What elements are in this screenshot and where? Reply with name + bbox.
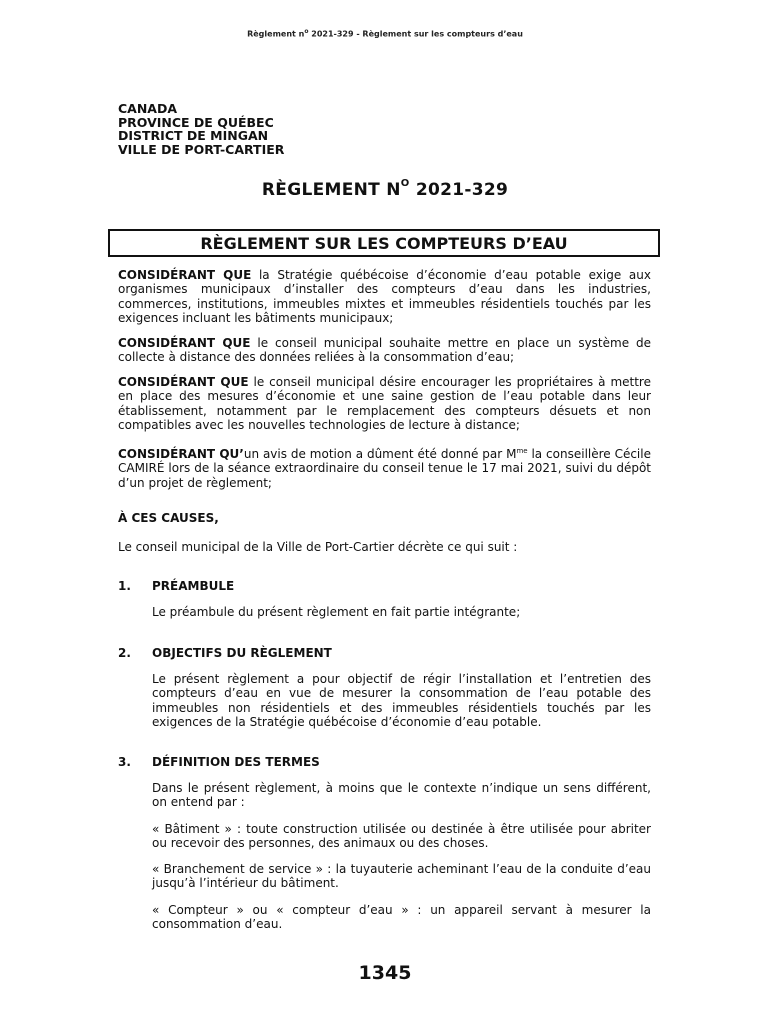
considerant-paragraph: CONSIDÉRANT QU’un avis de motion a dûment été donné par $M^{me}$ la conseillère Cécile CAMIRÉ lors de la séance extraordinaire du conseil tenue le 17 mai 2021, suivi du dépôt d’un projet de règlement; <box>118 447 651 490</box>
section-text: Dans le présent règlement, à moins que le contexte n’indique un sens différent, on entend par : <box>152 781 651 810</box>
section-number: 3. <box>118 755 131 769</box>
causes-text: Le conseil municipal de la Ville de Port-Cartier décrète ce qui suit : <box>118 540 518 554</box>
jurisdiction-line: VILLE DE PORT-CARTIER <box>118 141 285 157</box>
jurisdiction-line: CANADA <box>118 101 178 116</box>
jurisdiction-line: PROVINCE DE QUÉBEC <box>118 114 274 130</box>
running-header: Règlement $n^o$ 2021-329 - Règlement sur les compteurs d’eau <box>247 28 523 39</box>
section-number: 2. <box>118 646 131 660</box>
regulation-title: RÈGLEMENT SUR LES COMPTEURS D’EAU <box>108 229 660 257</box>
jurisdiction-block <box>118 102 284 156</box>
section-title: DÉFINITION DES TERMES <box>152 755 320 769</box>
considerant-paragraph: CONSIDÉRANT QUE le conseil municipal souhaite mettre en place un système de collecte à distance des données reliées à la consommation d’eau; <box>118 336 651 365</box>
definition-item: « Bâtiment » : toute construction utilisée ou destinée à être utilisée pour abriter ou recevoir des personnes, des animaux ou des choses. <box>152 822 651 851</box>
causes-heading: À CES CAUSES, <box>118 511 219 525</box>
page-number: 1345 <box>358 962 412 984</box>
regulation-number: RÈGLEMENT $N^O$ 2021-329 <box>261 178 509 200</box>
section-title: OBJECTIFS DU RÈGLEMENT <box>152 646 332 660</box>
considerant-paragraph: CONSIDÉRANT QUE la Stratégie québécoise d’économie d’eau potable exige aux organismes municipaux d’installer des compteurs d’eau dans les industries, commerces, institutions, immeubles mixtes et immeubles résidentiels touchés par les exigences incluant les bâtiments municipaux; <box>118 268 651 325</box>
section-number: 1. <box>118 579 131 593</box>
jurisdiction-line: DISTRICT DE MINGAN <box>118 128 269 143</box>
definition-item: « Branchement de service » : la tuyauterie acheminant l’eau de la conduite d’eau jusqu’à l’intérieur du bâtiment. <box>152 862 651 891</box>
section-text: Le présent règlement a pour objectif de régir l’installation et l’entretien des compteurs d’eau en vue de mesurer la consommation de l’eau potable des immeubles non résidentiels et des immeubles résidentiels touchés par les exigences de la Stratégie québécoise d’économie d’eau potable. <box>152 672 651 729</box>
section-title: PRÉAMBULE <box>152 579 235 593</box>
definition-item: « Compteur » ou « compteur d’eau » : un appareil servant à mesurer la consommation d’eau. <box>152 903 651 932</box>
section-text: Le préambule du présent règlement en fait partie intégrante; <box>152 605 521 619</box>
considerant-paragraph: CONSIDÉRANT QUE le conseil municipal désire encourager les propriétaires à mettre en place des mesures d’économie et une saine gestion de l’eau potable dans leur établissement, notamment par le remplacement des compteurs désuets et non compatibles avec les nouvelles technologies de lecture à distance; <box>118 375 651 432</box>
